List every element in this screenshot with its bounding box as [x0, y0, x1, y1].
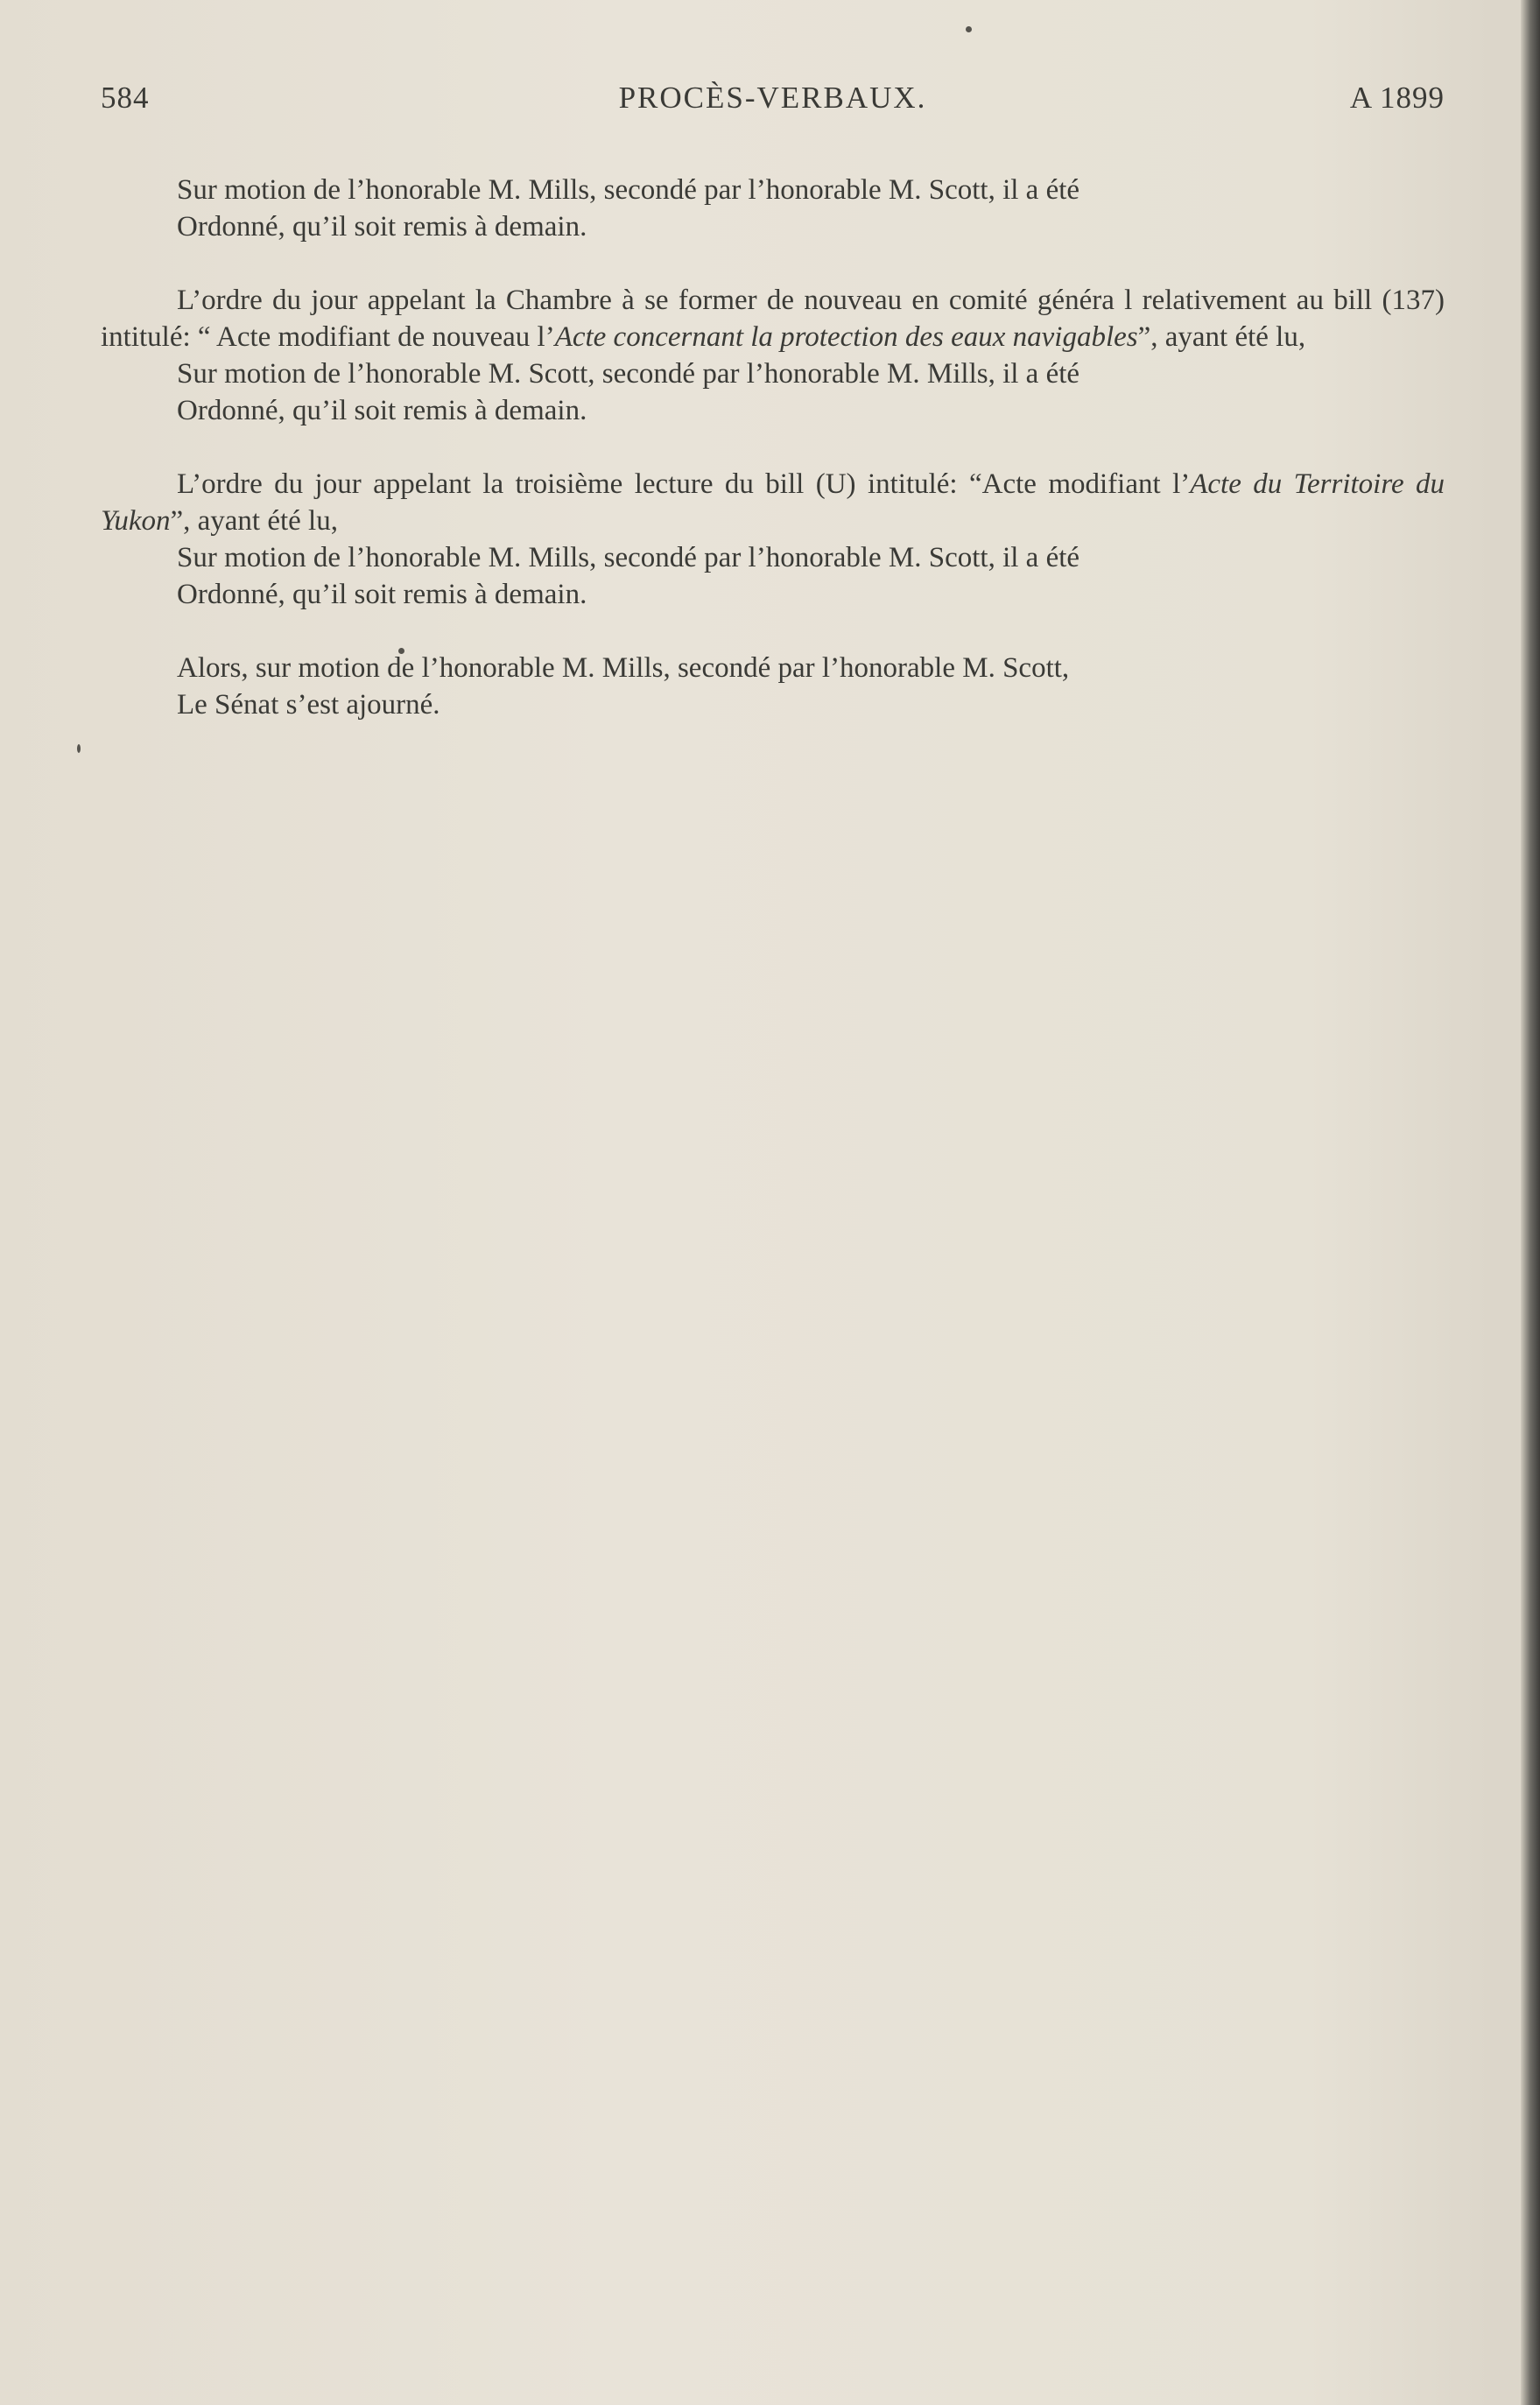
ink-speck — [77, 744, 81, 753]
session-year: A 1899 — [1349, 81, 1445, 115]
document-body — [101, 172, 1445, 723]
text-run: ”, ayant été lu, — [1137, 321, 1306, 353]
text-line: Sur motion de l’honorable M. Scott, secondé par l’honorable M. Mills, il a été — [177, 358, 1080, 390]
paragraph-order-of-day-bill-137 — [101, 282, 1445, 355]
running-title: PROCÈS-VERBAUX. — [618, 81, 927, 115]
ink-speck — [966, 26, 972, 32]
text-run: L’ordre du jour appelant la troisième lecture du bill (U) intitulé: “Acte modifiant l’ — [177, 468, 1191, 500]
act-title: Acte du Territoire du Yukon — [101, 468, 1445, 537]
text-run: ”, ayant été lu, — [170, 505, 338, 537]
text-line: Sur motion de l’honorable M. Mills, secondé par l’honorable M. Scott, il a été — [177, 542, 1080, 573]
paragraph-order-of-day-bill-u — [101, 466, 1445, 539]
text-line: Le Sénat s’est ajourné. — [177, 689, 440, 721]
text-line: Sur motion de l’honorable M. Mills, secondé par l’honorable M. Scott, il a été — [177, 174, 1080, 206]
act-title: Acte concernant la protection des eaux navigables — [554, 321, 1138, 353]
text-line: Ordonné, qu’il soit remis à demain. — [177, 395, 587, 426]
page-binding-edge — [1521, 0, 1540, 2405]
text-line: Ordonné, qu’il soit remis à demain. — [177, 211, 587, 243]
paragraph-motion-3 — [101, 539, 1445, 613]
text-line: Alors, sur motion de l’honorable M. Mills, secondé par l’honorable M. Scott, — [177, 652, 1070, 684]
text-run: L’ordre du jour appelant la Chambre à se former de nouveau en comité généra l relativement au bill (137) intitulé: “ Acte modifiant de nouveau l’ — [101, 285, 1445, 353]
paragraph-motion-2 — [101, 355, 1445, 429]
page-number: 584 — [101, 81, 150, 115]
paragraph-adjournment — [101, 650, 1445, 723]
text-line: Ordonné, qu’il soit remis à demain. — [177, 579, 587, 610]
paragraph-motion-1 — [101, 172, 1445, 245]
page-header — [101, 81, 1445, 124]
